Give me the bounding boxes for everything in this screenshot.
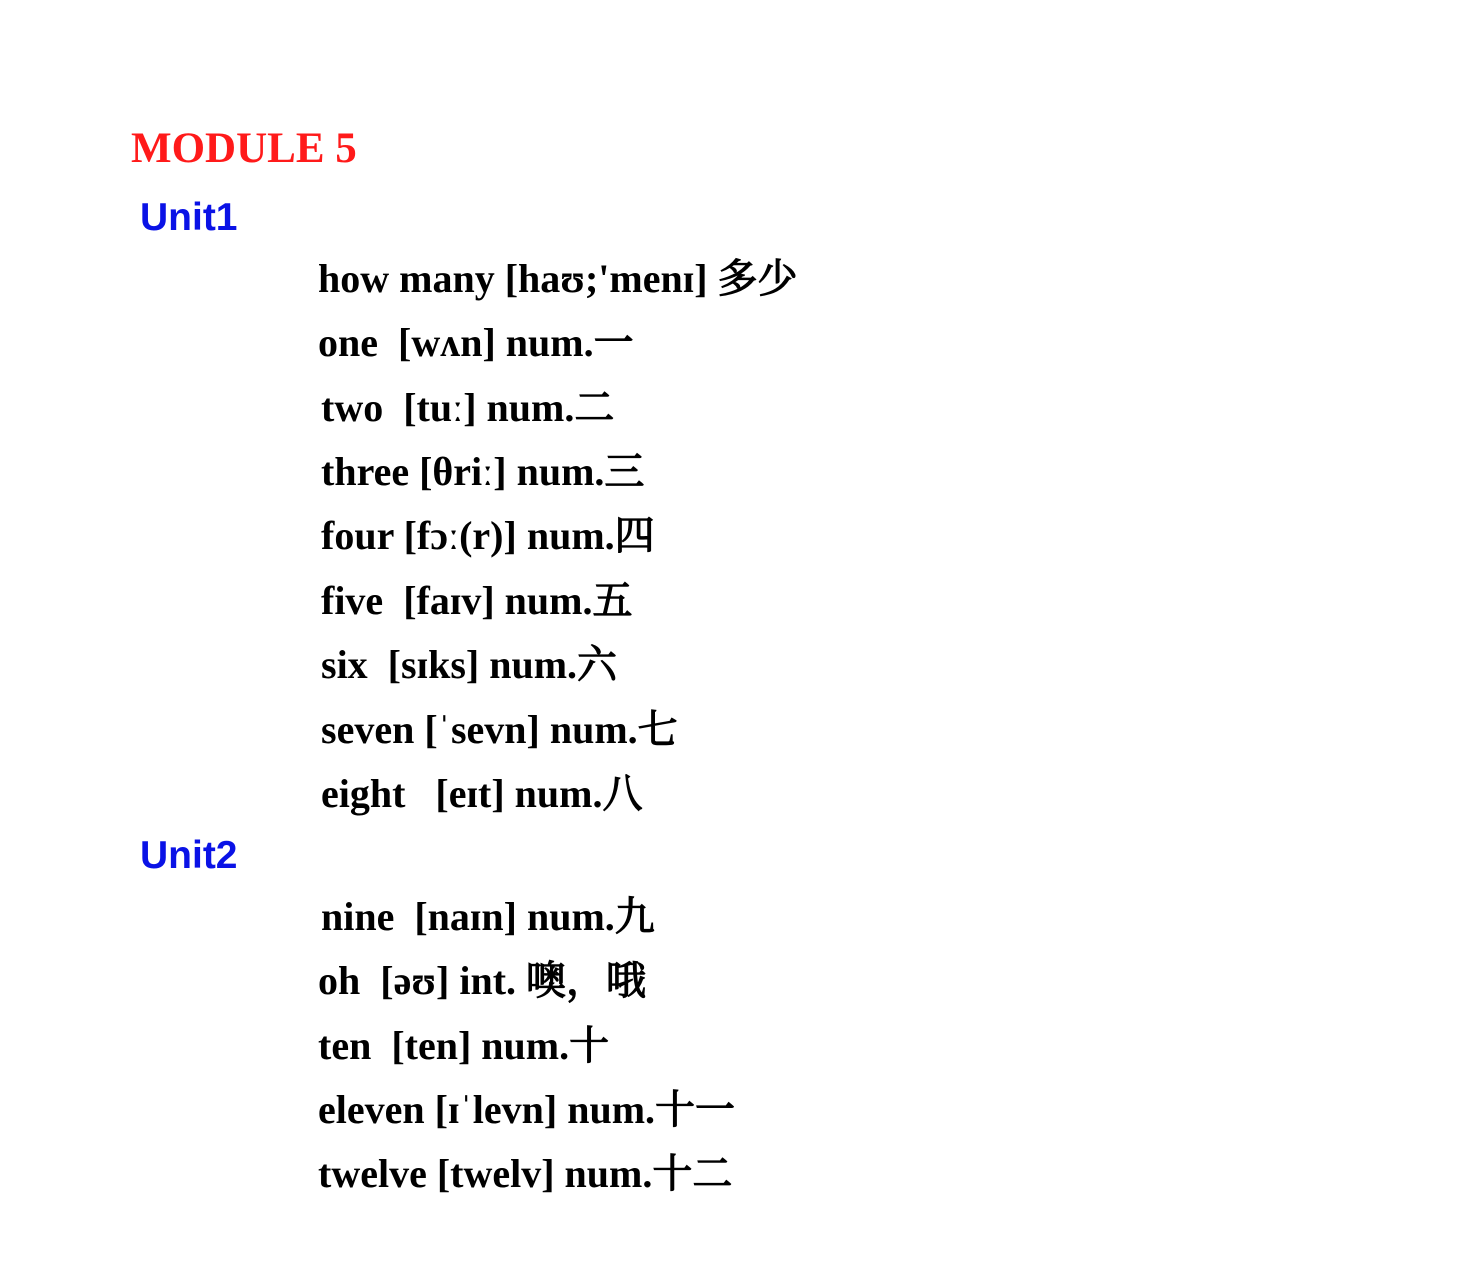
module-title: MODULE 5 xyxy=(131,125,357,172)
word-entry: six [sɪks] num.六 xyxy=(321,642,618,687)
unit-1-title: Unit1 xyxy=(140,196,238,239)
word-entry: how many [haʊ;'menɪ] 多少 xyxy=(318,256,798,301)
word-entry: two [tuː] num.二 xyxy=(321,385,615,430)
word-entry: seven [ˈsevn] num.七 xyxy=(321,707,678,752)
word-entry: twelve [twelv] num.十二 xyxy=(318,1151,733,1196)
word-entry: four [fɔː(r)] num.四 xyxy=(321,513,655,558)
word-entry: one [wʌn] num.一 xyxy=(318,320,634,365)
word-entry: eight [eɪt] num.八 xyxy=(321,771,643,816)
word-entry: nine [naɪn] num.九 xyxy=(321,894,655,939)
word-entry: ten [ten] num.十 xyxy=(318,1023,610,1068)
word-entry: oh [əʊ] int. 噢，哦 xyxy=(318,958,647,1003)
word-entry: eleven [ɪˈlevn] num.十一 xyxy=(318,1087,736,1132)
unit-2-title: Unit2 xyxy=(140,834,238,877)
word-entry: three [θriː] num.三 xyxy=(321,449,645,494)
word-entry: five [faɪv] num.五 xyxy=(321,578,633,623)
